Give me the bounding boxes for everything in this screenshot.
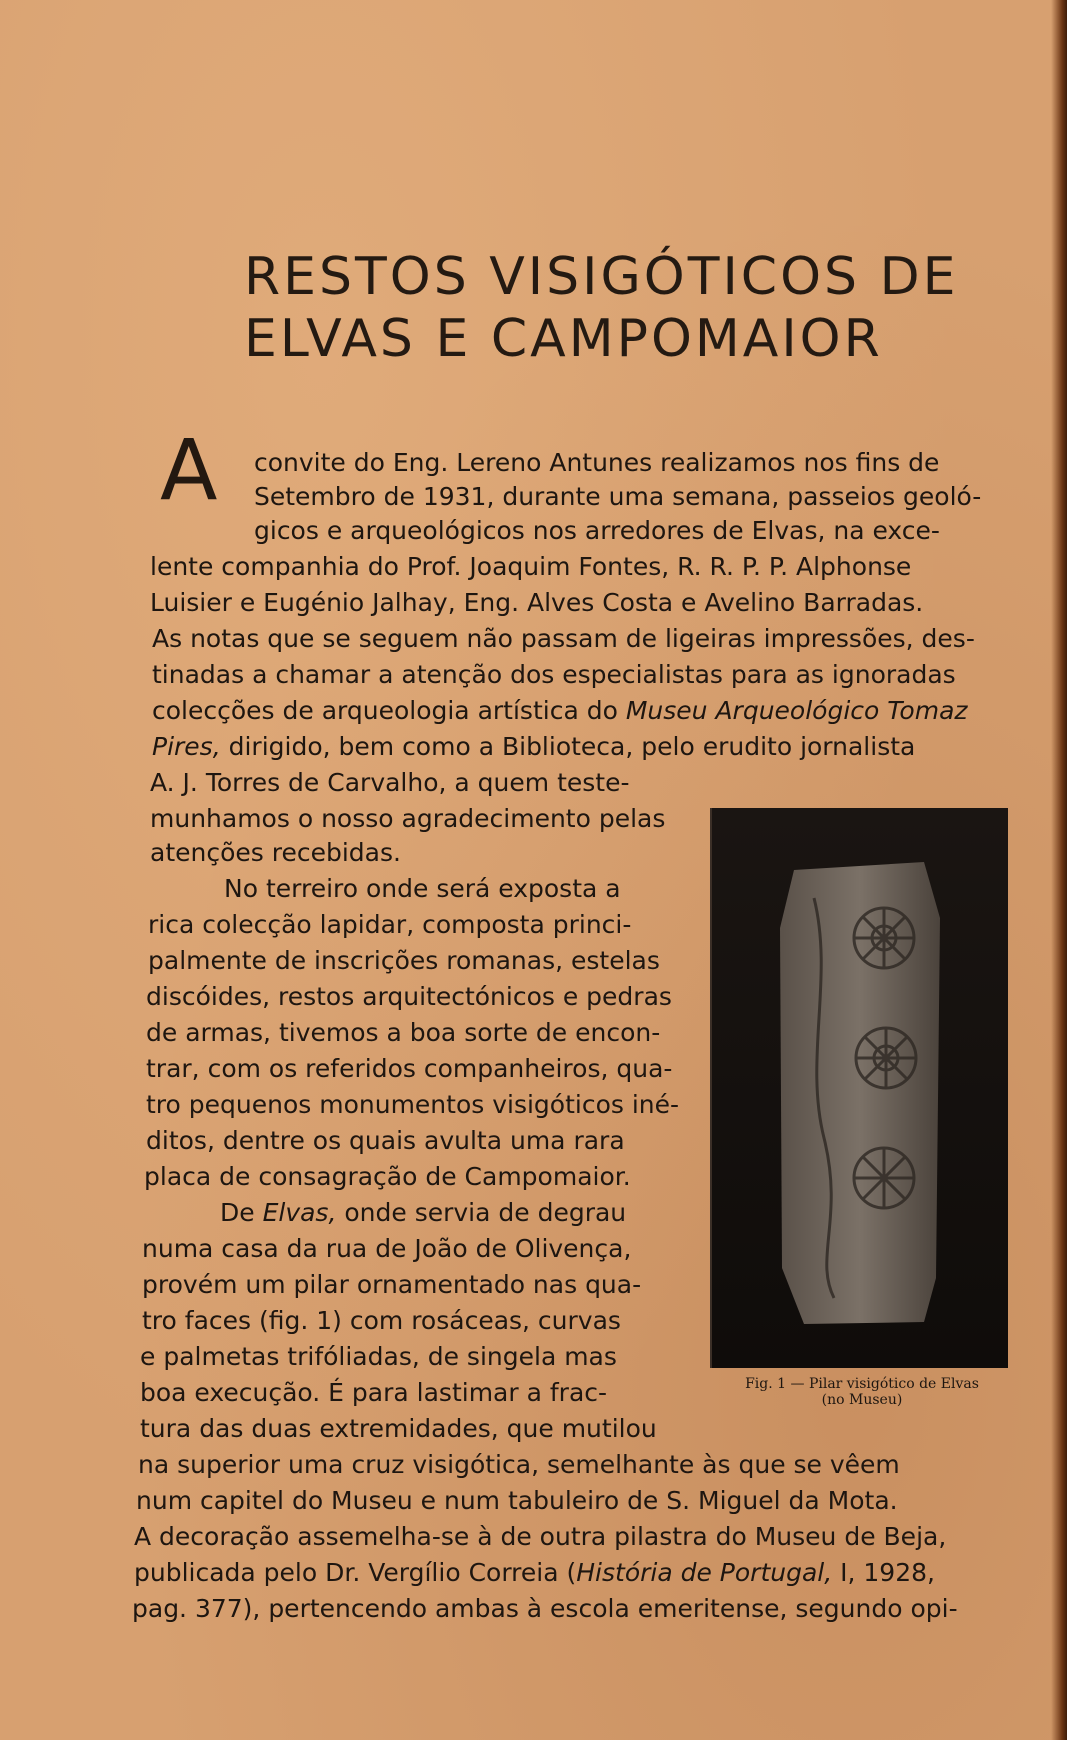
text-line-32: publicada pelo Dr. Vergílio Correia (História de Portugal, I, 1928, [134, 1558, 935, 1587]
figure-caption [712, 1376, 1012, 1408]
text-line-15: palmente de inscrições romanas, estelas [148, 946, 660, 975]
text-line-14: rica colecção lapidar, composta princi- [148, 910, 632, 939]
title-line-2: ELVAS E CAMPOMAIOR [244, 309, 883, 369]
text-line-26: e palmetas trifóliadas, de singela mas [140, 1342, 617, 1371]
text-line-27: boa execução. É para lastimar a frac- [140, 1378, 608, 1407]
text-line-18: trar, com os referidos companheiros, qua- [146, 1054, 673, 1083]
caption-line-2: (no Museu) [821, 1392, 903, 1408]
text-line-7: tinadas a chamar a atenção dos especialistas para as ignoradas [152, 660, 956, 689]
page-edge [1051, 0, 1067, 1740]
visigothic-pillar-image [774, 858, 944, 1328]
text-line-13: No terreiro onde será exposta a [224, 874, 621, 903]
text-line-16: discóides, restos arquitectónicos e pedras [146, 982, 672, 1011]
text-line-28: tura das duas extremidades, que mutilou [140, 1414, 657, 1443]
text-line-23: numa casa da rua de João de Olivença, [142, 1234, 632, 1263]
text-line-12: atenções recebidas. [150, 838, 401, 867]
text-line-2: Setembro de 1931, durante uma semana, passeios geoló- [254, 482, 982, 511]
text-line-21: placa de consagração de Campomaior. [144, 1162, 631, 1191]
text-line-25: tro faces (fig. 1) com rosáceas, curvas [142, 1306, 621, 1335]
text-line-1: convite do Eng. Lereno Antunes realizamos nos fins de [254, 448, 940, 477]
figure-photograph [710, 808, 1008, 1368]
caption-line-1: Fig. 1 — Pilar visigótico de Elvas [745, 1376, 979, 1392]
text-line-19: tro pequenos monumentos visigóticos iné- [146, 1090, 680, 1119]
title-line-1: RESTOS VISIGÓTICOS DE [244, 247, 959, 307]
text-line-29: na superior uma cruz visigótica, semelhante às que se vêem [138, 1450, 900, 1479]
text-line-3: gicos e arqueológicos nos arredores de Elvas, na exce- [254, 516, 940, 545]
text-line-20: ditos, dentre os quais avulta uma rara [146, 1126, 625, 1155]
text-line-17: de armas, tivemos a boa sorte de encon- [146, 1018, 661, 1047]
text-line-31: A decoração assemelha-se à de outra pilastra do Museu de Beja, [134, 1522, 947, 1551]
text-line-11: munhamos o nosso agradecimento pelas [150, 804, 666, 833]
text-line-4: lente companhia do Prof. Joaquim Fontes, R. R. P. P. Alphonse [150, 552, 912, 581]
text-line-30: num capitel do Museu e num tabuleiro de S. Miguel da Mota. [136, 1486, 898, 1515]
text-line-33: pag. 377), pertencendo ambas à escola emeritense, segundo opi- [132, 1594, 958, 1623]
text-line-10: A. J. Torres de Carvalho, a quem teste- [150, 768, 630, 797]
text-line-8: colecções de arqueologia artística do Museu Arqueológico Tomaz [152, 696, 968, 725]
article-title [244, 246, 964, 370]
text-line-6: As notas que se seguem não passam de ligeiras impressões, des- [152, 624, 975, 653]
drop-cap: A [160, 421, 218, 519]
text-line-24: provém um pilar ornamentado nas qua- [142, 1270, 642, 1299]
text-line-5: Luisier e Eugénio Jalhay, Eng. Alves Costa e Avelino Barradas. [150, 588, 924, 617]
text-line-9: Pires, dirigido, bem como a Biblioteca, pelo erudito jornalista [152, 732, 916, 761]
text-line-22: De Elvas, onde servia de degrau [220, 1198, 627, 1227]
